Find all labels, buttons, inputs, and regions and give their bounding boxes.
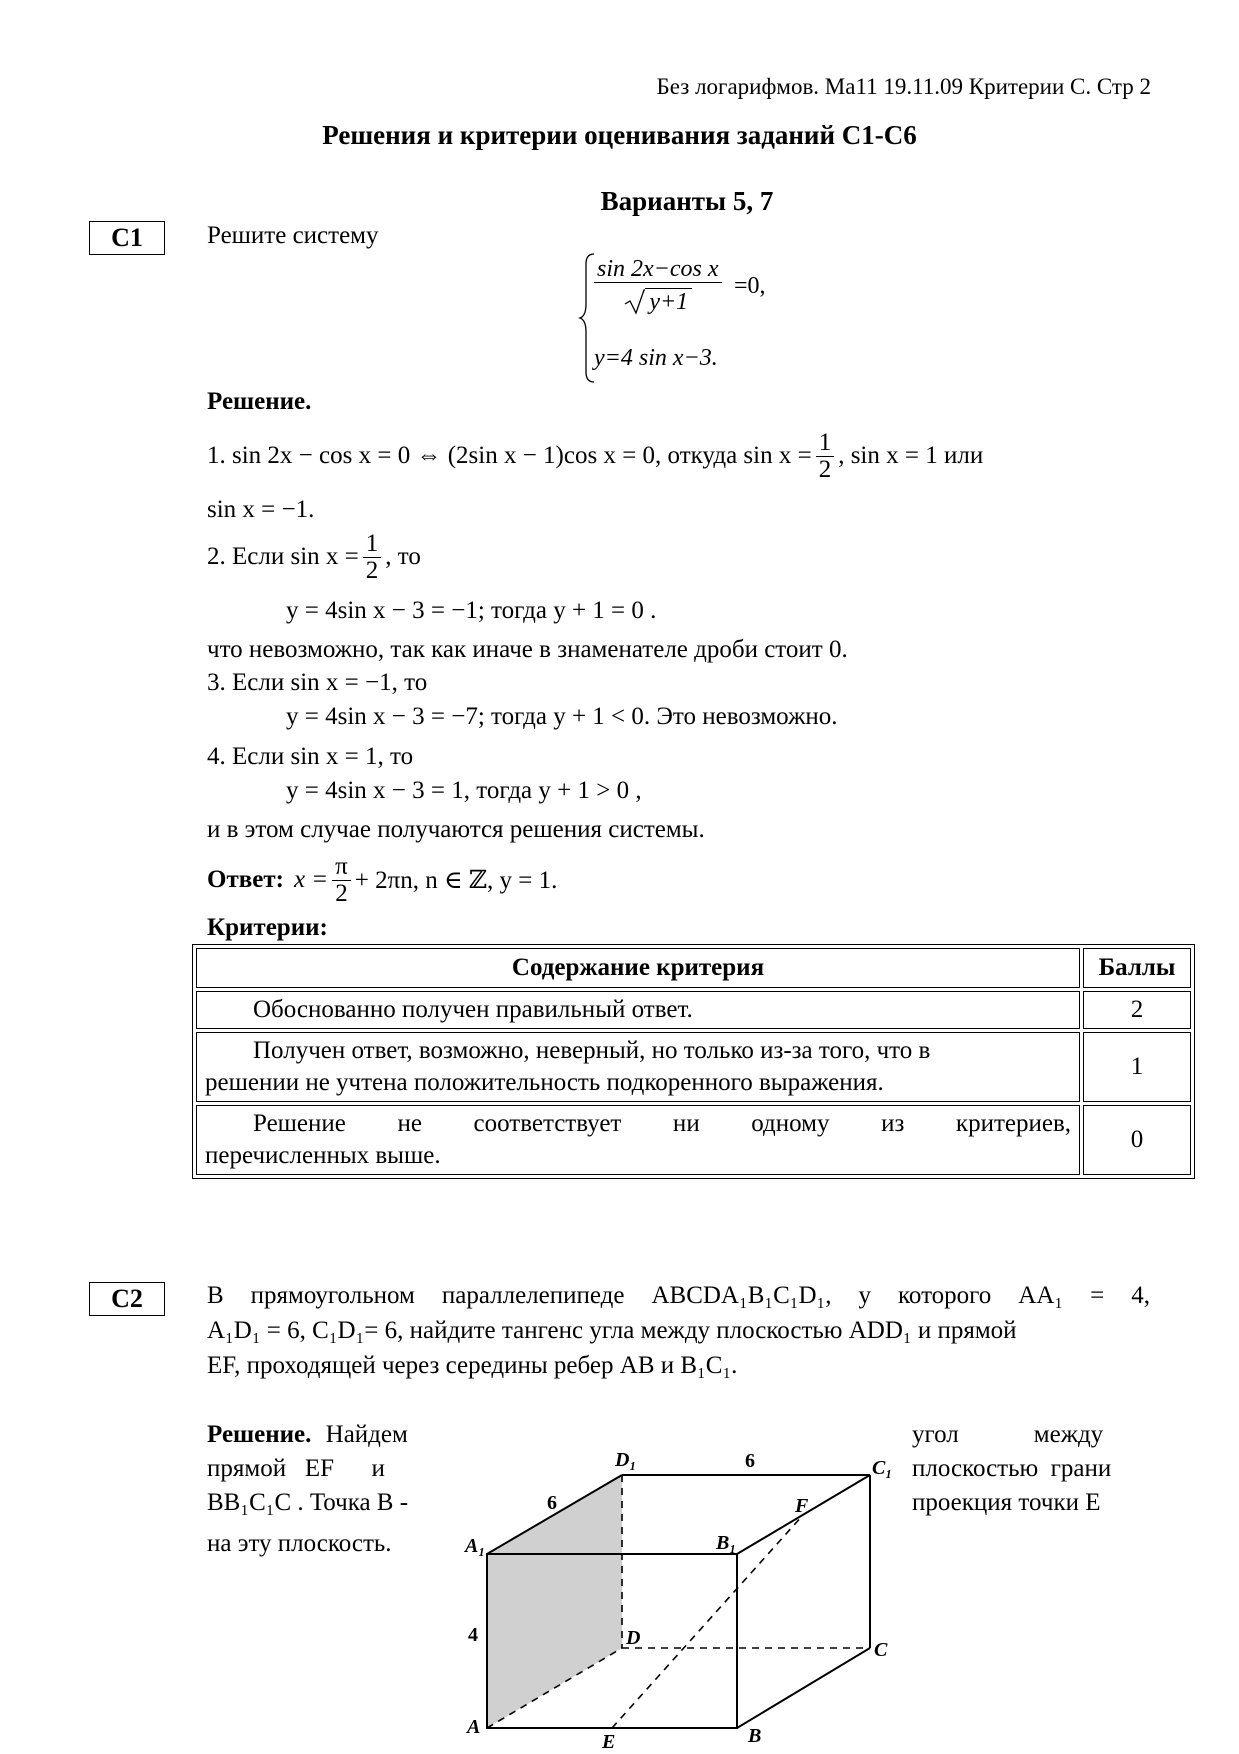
point-label-f: F (795, 1495, 809, 1517)
task-label-c1: C1 (89, 221, 165, 255)
c1-step4-note: и в этом случае получаются решения системы. (207, 816, 705, 843)
c1-step4: 4. Если sin x = 1, то (207, 743, 414, 770)
half-numerator-2: 1 (363, 531, 382, 558)
c2-sol-right-3: проекция точки E (912, 1489, 1101, 1516)
c2-sol-left-4: на эту плоскость. (207, 1530, 392, 1557)
criterion-text: Обоснованно получен правильный ответ. (196, 991, 1080, 1029)
page-title: Решения и критерии оценивания заданий С1-С6 (322, 120, 917, 150)
answer-rest: + 2πn, n ∈ ℤ, y = 1. (354, 867, 558, 894)
vertex-label-b: B (748, 1725, 762, 1747)
table-head-points: Баллы (1083, 948, 1191, 988)
edge-label-d1c1: 6 (745, 1450, 755, 1472)
vertex-label-c1: C₁ (872, 1457, 893, 1479)
criterion-text-line2: перечисленных выше. (205, 1142, 441, 1169)
c2-line3: EF, проходящей через середины ребер AB и B₁C₁. (207, 1352, 738, 1379)
c1-step1-text-b: , sin x = 1 или (838, 442, 984, 469)
c1-step3-calc: y = 4sin x − 3 = −7; тогда y + 1 < 0. Это невозможно. (286, 703, 838, 730)
c1-step1-text: 1. sin 2x − cos x = 0 ⇔ (2sin x − 1)cos x = 0, откуда sin x = (207, 442, 812, 469)
c2-sol-right-1: угол между (912, 1421, 1104, 1448)
c1-step2-calc: y = 4sin x − 3 = −1; тогда y + 1 = 0 . (286, 597, 657, 624)
c1-prompt: Решите систему (207, 222, 379, 249)
segment-ef (612, 1515, 803, 1728)
task-label-c2: C2 (89, 1282, 165, 1316)
half-numerator: 1 (816, 430, 835, 457)
c1-system-line2: y=4 sin x−3. (594, 345, 718, 371)
answer-label: Ответ: (207, 866, 284, 893)
vertex-label-c: C (874, 1639, 888, 1661)
vertex-label-a1: A₁ (465, 1535, 486, 1557)
vertex-label-d1: D₁ (615, 1449, 637, 1471)
c1-system-radicand: y+1 (645, 288, 692, 315)
criterion-text-line1: Получен ответ, возможно, неверный, но только из-за того, что в (253, 1037, 931, 1064)
edge-label-aa1: 4 (468, 1624, 478, 1646)
half-denominator: 2 (818, 455, 832, 483)
criterion-text-line2: решении не учтена положительность подкоренного выражения. (205, 1069, 884, 1096)
variants-heading: Варианты 5, 7 (600, 186, 774, 216)
c1-system-numerator: sin 2x−cos x (594, 256, 722, 283)
pi-denominator: 2 (335, 879, 348, 907)
edge-label-a1d1: 6 (547, 1492, 557, 1514)
c1-step1-cont: sin x = −1. (207, 496, 315, 523)
criteria-heading: Критерии: (207, 914, 328, 941)
c2-sol-left-2: прямой EF и (207, 1455, 385, 1482)
c2-sol-left-3: BB₁C₁C . Точка B - (207, 1489, 409, 1516)
table-head-content: Содержание критерия (196, 948, 1080, 988)
c1-step2-text: 2. Если sin x = (207, 543, 359, 570)
c1-step2-note: что невозможно, так как иначе в знаменателе дроби стоит 0. (207, 636, 848, 663)
c2-solution-heading: Решение. (207, 1421, 312, 1448)
c2-line2: A₁D₁ = 6, C₁D₁= 6, найдите тангенс угла между плоскостью ADD₁ и прямой (207, 1317, 1017, 1344)
criterion-points: 1 (1083, 1032, 1191, 1102)
criterion-points: 0 (1083, 1105, 1191, 1175)
c1-system-eq0: =0, (734, 273, 766, 299)
c2-line1: В прямоугольном параллелепипеде ABCDA₁B₁C₁D₁, у которого AA₁ = 4, (207, 1282, 1150, 1309)
c1-solution-heading: Решение. (207, 388, 312, 415)
edge-bc (737, 1648, 870, 1728)
pi-numerator: π (332, 854, 351, 881)
answer-x: x = (293, 866, 329, 893)
point-label-e: E (602, 1731, 616, 1753)
c2-sol-right-2: плоскостью грани (912, 1455, 1112, 1482)
c2-sol-left-1-text: Найдем (325, 1421, 408, 1448)
half-denominator-2: 2 (365, 556, 379, 584)
vertex-label-a: A (467, 1716, 481, 1738)
c1-step2-text-b: , то (385, 543, 421, 570)
criterion-text-line1: Решение не соответствует ни одному из критериев, (253, 1110, 1071, 1137)
c1-step3: 3. Если sin x = −1, то (207, 669, 428, 696)
page-header: Без логарифмов. Ма11 19.11.09 Критерии С. Стр 2 (656, 74, 1151, 99)
criterion-points: 2 (1083, 991, 1191, 1029)
vertex-label-d: D (626, 1627, 641, 1649)
vertex-label-b1: B₁ (716, 1532, 737, 1554)
c1-step4-calc: y = 4sin x − 3 = 1, тогда y + 1 > 0 , (286, 777, 642, 804)
